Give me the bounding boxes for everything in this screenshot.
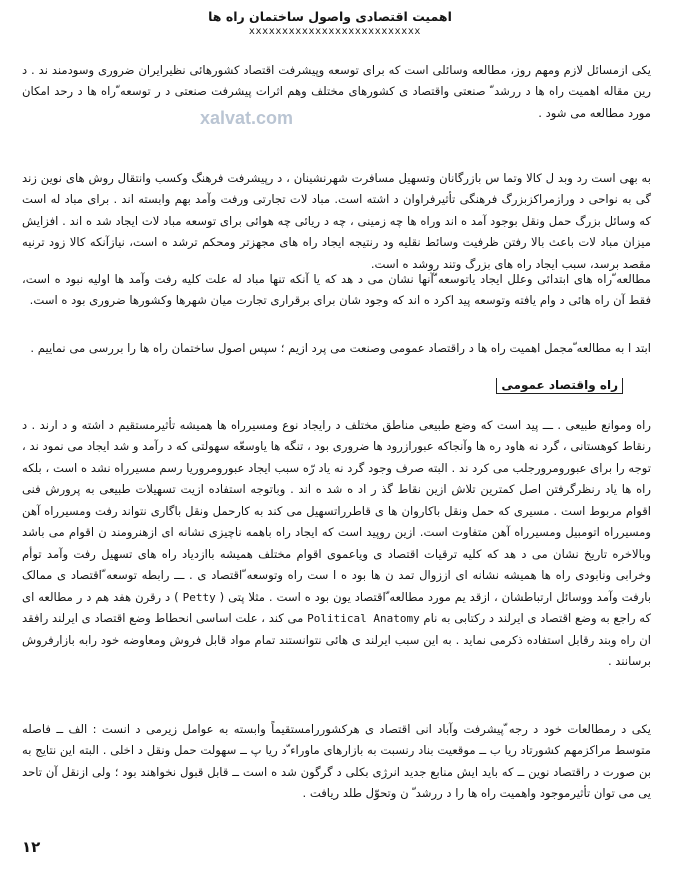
page-number: ١٢: [22, 838, 41, 856]
page-title: اهمیت اقتصادی واصول ساختمان راه ها: [208, 9, 452, 24]
paragraph-natural-obstacles-part3: می کند ، علت اساسی انحطاط وضع اقتصاد ی ایرلند رافقد ان راه وبند رقابل استفاده ذکرمی نماید . به این سبب ایرلند ی هائی نتوانستند تمام مواد قابل فروش ومعاوضه خود رابه بازارفروش برسانند .: [22, 611, 651, 669]
section-heading: راه واقتصاد عمومی: [496, 378, 623, 394]
paragraph-early-roads: مطالعه ّراه های ابتدائی وعلل ایجاد یاتوسعه ّآنها نشان می د هد که یا آنکه تنها مباد له علت کلیه رفت وآمد ها اولیه نبود ه است، فقط آن راه هائی د وام یافته وتوسعه پید اکرد ه اند که وجود شان برای برقراری تجارت میان شهرها وکشورها ضروری بود ه است.: [22, 271, 651, 308]
latin-term-petty: Petty: [182, 590, 216, 604]
paragraph-intro: یکی ازمسائل لازم ومهم روز، مطالعه وسائلی است که برای توسعه وپیشرفت اقتصاد کشورهائی نظیرایران ضروری وسودمند ند . د رین مقاله اهمیت راه ها د ررشد ّ صنعتی واقتصاد ی کشورهای مختلف وهم اثرات پیشرفت صنعتی د ر توسعه ّراه ها د رحد امکان مورد مطالعه می شود .: [22, 62, 651, 120]
paragraph-natural-obstacles: [22, 415, 651, 673]
latin-term-political-anatomy: Political Anatomy: [307, 612, 420, 626]
paragraph-natural-obstacles-part1: راه وموانع طبیعی . ـــ پید است که وضع طبیعی مناطق مختلف د رایجاد نوع ومسیرراه ها همیشه تأثیرمستقیم د اشته و د ارند . د رنقاط کوهستانی ، گرد نه هاود ره ها وآنجاکه عبورازرود ها ضروری بود ، تنگه ها یاوسعّه سهولتی که د رآمد و شد ایجاد می نمود ند ، توجه را برای عبورومرورجلب می کرد ند . البته صرف وجود گرد نه یاد رّه سبب ایجاد عبورومروریا رسم مسیرراه نشد ه است ، بلکه راه ها یاد رنظرگرفتن اصل کمترین تلاش ازین نقاط گذ ر اد ه شد ه اند . وباتوجه استفاده ازیت تسهیلات طبیعی به پرورش فنی اقوام مربوط است . مسیری که حمل ونقل باکاروان ها ی قاطرراتسهیل می کند به کارحمل ونقل باگاری نتواند رفت ومسیرراه آهن ومسیرراه اتومبیل ومسیرراه آهن متفاوت است. ازین روپید است که ایجاد راه باهمه ناچیزی نشانه ای ازهنرومند ن اقوام می باشد وبالاخره تاریخ نشان می د هد که کلیه ترقیات اقتصاد ی ویاعموی اقوام مختلف همیشه باازدیاد راه های تسهیل رفت وآمد توأم وخرابی ونابودی راه ها همیشه نشانه ای اززوال تمد ن ها بود ه ا ست راه وتوسعه ّاقتصاد ی . ـــ رابطه توسعه ّاقتصاد ی ممالک بارفت وآمد ووسائل ارتباطشان ، ازقد یم مورد مطالعه ّاقتصاد یون بود ه است . مثلا پتی (: [22, 417, 651, 604]
watermark: xalvat.com: [200, 108, 294, 128]
paragraph-outline: ابتد ا به مطالعه ّمجمل اهمیت راه ها د راقتصاد عمومی وصنعت می پرد ازیم ؛ سپس اصول ساختمان راه ها را بررسی می نماییم .: [30, 340, 651, 355]
paragraph-natural-obstacles-part2: ) د رقرن هفد هم د ر مطالعه ای که راجع به وضع اقتصاد ی ایرلند د رکتابی به نام: [22, 589, 651, 626]
paragraph-trade: به بهی است رد وبد ل کالا وتما س بازرگانان وتسهیل مسافرت شهرنشینان ، د رپیشرفت فرهنگ وکسب وانتقال روش های نوین زند گی به نواحی د ورازمراکزبزرگ فرهنگی تأثیرفراوان د اشته است. مباد لات تجارتی ورفت وآمد بهم وابسته اند . برای مباد له است که وسائل بزرگ حمل ونقل بوجود آمد ه اند وراه ها چه زمینی ، چه د ریائی چه هوائی برای توسعه مباد لات ایجاد شد ه اند . افزایش میزان مباد لات باعث بالا رفتن ظرفیت وسائط نقلیه ود رنتیجه ایجاد راه های مجهزتر ومحکم ترشد ه است، نیازآنکه کالا زود ترنیه مقصد برسد، سبب ایجاد راه های بزرگ وتند روشد ه است.: [22, 170, 651, 271]
title-separator: xxxxxxxxxxxxxxxxxxxxxxxxxx: [248, 26, 422, 37]
paragraph-factors: یکی د رمطالعات خود د رجه ّپیشرفت وآباد انی اقتصاد ی هرکشوررامستقیماً وابسته به عوامل زیرمی د انست : الف ــ فاصله متوسط مراکزمهم کشورتاد ریا ب ــ موقعیت بناد رنسبت به بازارهای ماوراء ّد ریا پ ــ سهولت حمل ونقل د اخلی . البته این نتایج به بن صورت د راقتصاد نوین ــ که باید ایش منابع جدید انرژی بکلی د گرگون شد ه است ــ قابل قبول نخواهند بود ؛ ولی ازنقل آن تاحد یی می توان تأثیرموجود واهمیت راه ها را د ررشد ّ ن وتحوّل طلد ریافت .: [22, 721, 651, 801]
